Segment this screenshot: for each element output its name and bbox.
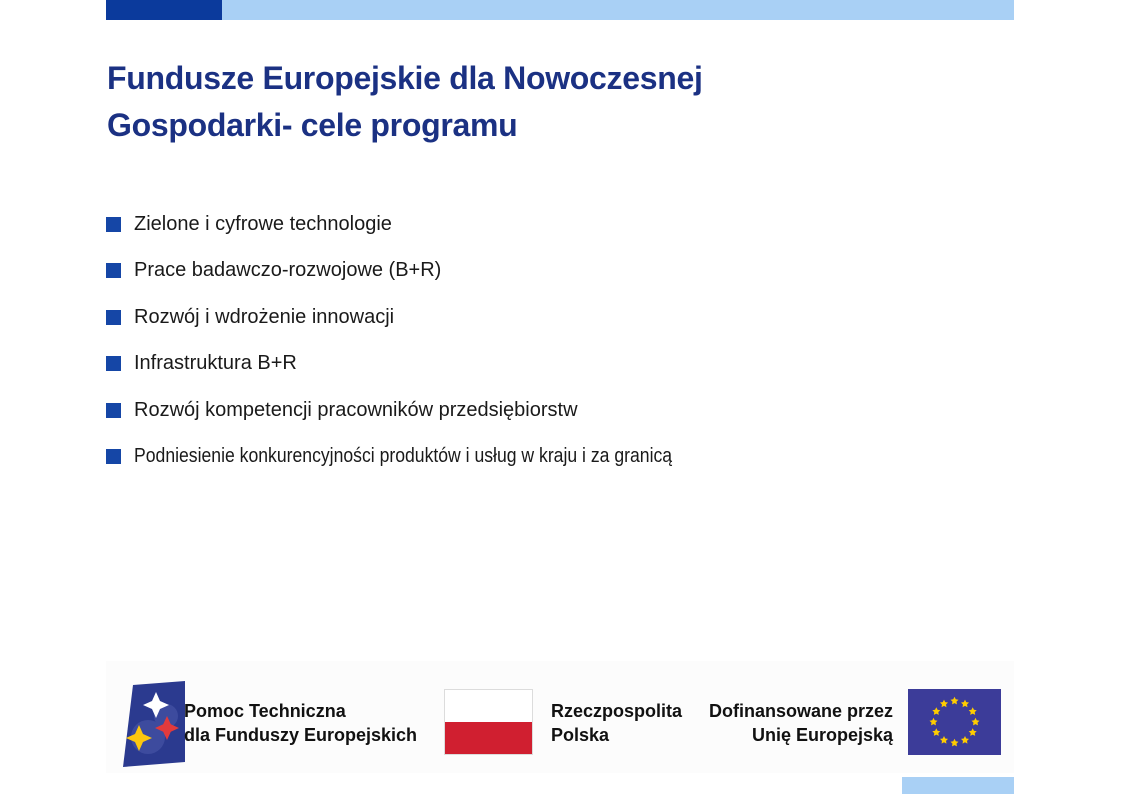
bullet-label: Rozwój kompetencji pracowników przedsiębiorstw [134,398,578,421]
list-item [106,434,966,481]
fe-logo-icon [122,681,186,767]
square-bullet-icon [106,263,121,278]
bullet-label: Infrastruktura B+R [134,352,297,375]
list-item [106,248,966,295]
top-accent-bar-light [222,0,1014,20]
poland-flag-red-stripe [445,722,532,754]
poland-flag-icon [444,689,533,755]
list-item [106,294,966,341]
bullet-label: Rozwój i wdrożenie innowacji [134,305,395,328]
square-bullet-icon [106,449,121,464]
footer-logo-strip [106,661,1014,773]
bullet-label: Prace badawczo-rozwojowe (B+R) [134,259,442,282]
top-accent-bar-dark [106,0,222,20]
list-item [106,387,966,434]
pomoc-techniczna-label [184,699,417,747]
poland-line-1: Rzeczpospolita [551,701,683,721]
dofinansowane-label [709,699,893,747]
square-bullet-icon [106,310,121,325]
rzeczpospolita-polska-label [551,699,682,747]
list-item [106,341,966,388]
pomoc-line-2: dla Funduszy Europejskich [184,725,418,745]
eu-line-1: Dofinansowane przez [708,701,893,721]
title-line-2: Gospodarki- cele programu [107,107,518,143]
bullet-list [106,201,966,480]
title-line-1: Fundusze Europejskie dla Nowoczesnej [107,60,703,96]
bullet-label: Podniesienie konkurencyjności produktów i usług w kraju i za granicą [134,445,673,468]
square-bullet-icon [106,356,121,371]
page-title [107,55,867,149]
poland-line-2: Polska [551,725,610,745]
eu-line-2: Unię Europejską [751,725,893,745]
square-bullet-icon [106,403,121,418]
bullet-label: Zielone i cyfrowe technologie [134,212,392,235]
pomoc-line-1: Pomoc Techniczna [184,701,346,721]
square-bullet-icon [106,217,121,232]
list-item [106,201,966,248]
bottom-accent-bar [902,777,1014,794]
eu-flag-icon [908,689,1001,755]
